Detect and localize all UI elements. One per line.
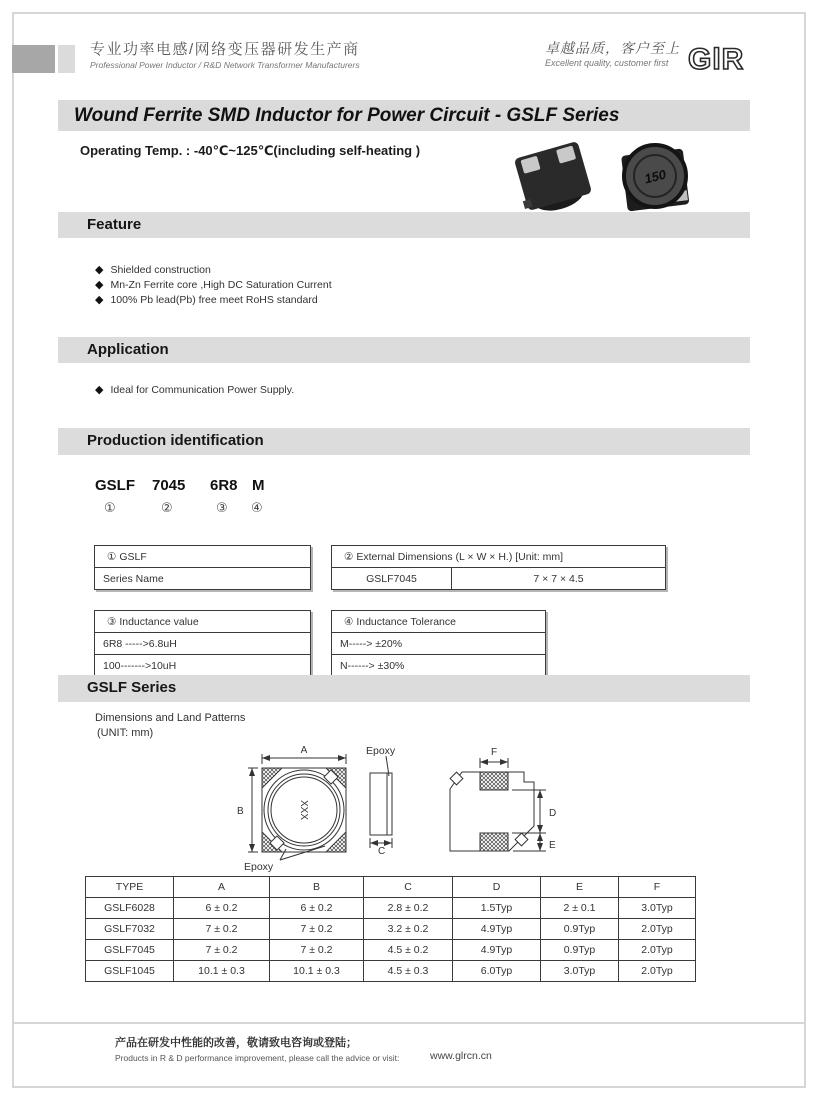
col-header-b: B <box>270 877 364 898</box>
footer-divider <box>12 1022 806 1024</box>
dimensions-table-header-row <box>86 877 696 898</box>
inductance-value-row: 100------->10uH <box>95 655 311 677</box>
feature-item <box>95 293 318 306</box>
cell-d: 6.0Typ <box>453 961 541 982</box>
cell-d: 4.9Typ <box>453 940 541 961</box>
col-header-e: E <box>541 877 619 898</box>
feature-item <box>95 278 332 291</box>
feature-item <box>95 263 211 276</box>
section-bar-feature <box>58 212 750 238</box>
section-bar-production-identification <box>58 428 750 455</box>
cell-d: 1.5Typ <box>453 898 541 919</box>
inductance-tolerance-table <box>331 610 546 677</box>
cell-c: 2.8 ± 0.2 <box>364 898 453 919</box>
cell-c: 3.2 ± 0.2 <box>364 919 453 940</box>
epoxy-label-side-view: Epoxy <box>366 745 396 757</box>
side-view <box>366 745 396 857</box>
cell-c: 4.5 ± 0.3 <box>364 961 453 982</box>
cell-type: GSLF6028 <box>86 898 174 919</box>
product-photo-bottom-view <box>511 141 594 219</box>
series-name-table <box>94 545 311 590</box>
code-mark-2: ② <box>161 500 173 515</box>
feature-item-text: Mn-Zn Ferrite core ,High DC Saturation Current <box>110 279 332 291</box>
external-dimensions-part: GSLF7045 <box>332 568 452 590</box>
slogan-en: Excellent quality, customer first <box>545 58 669 68</box>
feature-heading: Feature <box>87 216 142 233</box>
col-header-f: F <box>619 877 696 898</box>
cell-e: 0.9Typ <box>541 919 619 940</box>
slogan-cn: 卓越品质，客户至上 <box>545 40 680 56</box>
product-marking: 150 <box>642 166 668 187</box>
inductance-tolerance-row: M-----> ±20% <box>332 633 546 655</box>
cell-f: 2.0Typ <box>619 961 696 982</box>
dimensions-table <box>85 876 696 982</box>
dim-label-d: D <box>549 808 557 819</box>
application-heading: Application <box>87 341 169 358</box>
cell-b: 7 ± 0.2 <box>270 940 364 961</box>
series-name-table-row: Series Name <box>95 568 311 590</box>
table-row <box>86 919 696 940</box>
cell-a: 6 ± 0.2 <box>174 898 270 919</box>
series-name-table-header: ① GSLF <box>95 546 311 568</box>
dimension-diagram <box>228 742 560 881</box>
gslf-series-heading: GSLF Series <box>87 679 177 696</box>
section-bar-gslf-series <box>58 675 750 702</box>
code-mark-4: ④ <box>251 500 263 515</box>
feature-item-text: Shielded construction <box>110 264 211 276</box>
footer-note-en: Products in R & D performance improvement, please call the advice or visit: <box>115 1053 400 1063</box>
top-view <box>237 745 346 873</box>
company-logo-icon <box>686 36 754 85</box>
code-part-tolerance: M <box>252 477 265 494</box>
diamond-bullet-icon: ◆ <box>95 279 104 291</box>
table-row <box>86 898 696 919</box>
product-photo-top-view <box>621 145 689 212</box>
dim-label-c: C <box>378 846 386 857</box>
table-row <box>86 961 696 982</box>
cell-b: 7 ± 0.2 <box>270 919 364 940</box>
cell-e: 2 ± 0.1 <box>541 898 619 919</box>
logo-text: GlR <box>688 43 745 76</box>
diamond-bullet-icon: ◆ <box>95 294 104 306</box>
external-dimensions-header: ② External Dimensions (L × W × H.) [Unit: mm] <box>332 546 666 568</box>
cell-d: 4.9Typ <box>453 919 541 940</box>
inductance-value-header: ③ Inductance value <box>95 611 311 633</box>
page-title: Wound Ferrite SMD Inductor for Power Circuit - GSLF Series <box>74 105 620 126</box>
col-header-d: D <box>453 877 541 898</box>
inductance-tolerance-row: N------> ±30% <box>332 655 546 677</box>
cell-c: 4.5 ± 0.2 <box>364 940 453 961</box>
cell-e: 0.9Typ <box>541 940 619 961</box>
cell-type: GSLF7045 <box>86 940 174 961</box>
operating-temp: Operating Temp. : -40℃~125℃(including self-heating ) <box>80 143 421 158</box>
cell-b: 6 ± 0.2 <box>270 898 364 919</box>
inductance-value-table <box>94 610 311 677</box>
cell-e: 3.0Typ <box>541 961 619 982</box>
dimensions-subtitle: Dimensions and Land Patterns <box>95 712 246 724</box>
feature-item-text: 100% Pb lead(Pb) free meet RoHS standard <box>110 294 318 306</box>
header-square-dark <box>12 45 55 73</box>
land-pattern-view <box>450 747 556 851</box>
code-part-dimensions: 7045 <box>152 477 186 494</box>
header-square-light <box>58 45 75 73</box>
company-name-cn: 专业功率电感/网络变压器研发生产商 <box>90 41 360 58</box>
company-tagline-en: Professional Power Inductor / R&D Network Transformer Manufacturers <box>90 60 360 70</box>
cell-f: 2.0Typ <box>619 919 696 940</box>
col-header-type: TYPE <box>86 877 174 898</box>
diamond-bullet-icon: ◆ <box>95 264 104 276</box>
cell-type: GSLF7032 <box>86 919 174 940</box>
title-bar <box>58 100 750 131</box>
cell-a: 7 ± 0.2 <box>174 940 270 961</box>
external-dimensions-size: 7 × 7 × 4.5 <box>452 568 666 590</box>
cell-a: 10.1 ± 0.3 <box>174 961 270 982</box>
table-row <box>86 940 696 961</box>
cell-type: GSLF1045 <box>86 961 174 982</box>
application-item-text: Ideal for Communication Power Supply. <box>110 384 295 396</box>
dim-label-e: E <box>549 840 556 851</box>
inductance-value-row: 6R8 ----->6.8uH <box>95 633 311 655</box>
inductance-tolerance-header: ④ Inductance Tolerance <box>332 611 546 633</box>
external-dimensions-table <box>331 545 666 590</box>
production-identification-heading: Production identification <box>87 432 264 449</box>
application-item <box>95 383 294 396</box>
cell-f: 2.0Typ <box>619 940 696 961</box>
code-mark-1: ① <box>104 500 116 515</box>
cell-f: 3.0Typ <box>619 898 696 919</box>
cell-b: 10.1 ± 0.3 <box>270 961 364 982</box>
product-marking-placeholder: XXX <box>298 799 309 821</box>
dim-label-b: B <box>237 806 244 817</box>
col-header-c: C <box>364 877 453 898</box>
code-mark-3: ③ <box>216 500 228 515</box>
epoxy-label-top-view: Epoxy <box>244 861 274 873</box>
cell-a: 7 ± 0.2 <box>174 919 270 940</box>
code-part-inductance: 6R8 <box>210 477 238 494</box>
diamond-bullet-icon: ◆ <box>95 384 104 396</box>
section-bar-application <box>58 337 750 363</box>
dim-label-a: A <box>300 745 308 756</box>
code-part-series: GSLF <box>95 477 135 494</box>
unit-note: (UNIT: mm) <box>97 727 154 739</box>
footer-website: www.glrcn.cn <box>430 1050 492 1062</box>
dim-label-f: F <box>491 747 498 758</box>
footer-note-cn: 产品在研发中性能的改善，敬请致电咨询或登陆； <box>115 1037 357 1049</box>
col-header-a: A <box>174 877 270 898</box>
